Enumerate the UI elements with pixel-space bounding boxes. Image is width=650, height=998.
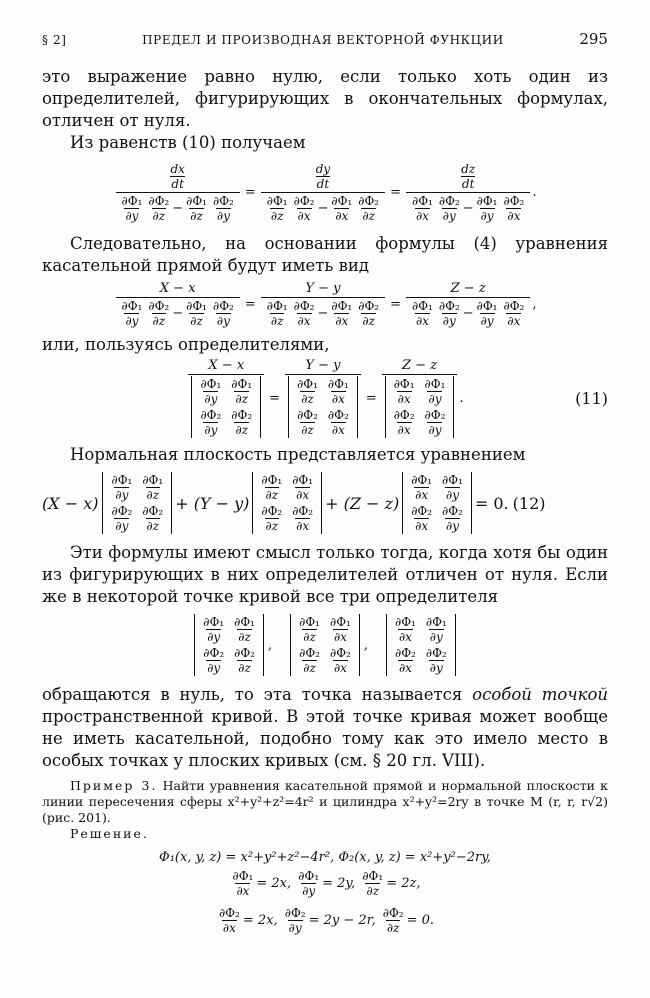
- equation-11: X − x $\frac{\text{∂Φ₁}}{\partial y}$ $\frac{\text{∂Φ₁}}{\partial z}$ $\frac{\text{∂Φ₂}}{\partial y}$ $\frac{\text{∂Φ₂}}{\partial z}$ = Y − y $\frac{\text{∂Φ₁}}{\partial z}$ $\frac{\text{∂Φ₁}}{\partial x}$ $\frac{\text{∂Φ₂}}{\partial z}$ $\frac{\text{∂Φ₂}}{\partial x}$ = Z − z $\frac{\text{∂Φ₁}}{\partial x}$ $\frac{\text{∂Φ₁}}{\partial y}$ $\frac{\text{∂Φ₂}}{\partial x}$ $\frac{\text{∂Φ₂}}{\partial y}$ . (11): [42, 358, 608, 438]
- header-title: ПРЕДЕЛ И ПРОИЗВОДНАЯ ВЕКТОРНОЙ ФУНКЦИИ: [142, 33, 504, 47]
- example-label: Пример 3.: [70, 778, 158, 793]
- paragraph-4: или, пользуясь определителями,: [42, 335, 330, 354]
- solution-label: Решение.: [70, 826, 149, 841]
- example-3: Пример 3. Найти уравнения касательной прямой и нормальной плоскости к линии пересечения сферы x²+y²+z²=4r² и цилиндра x²+y²=2ry в точке M (r, r, r√2) (рис. 201).: [42, 778, 608, 825]
- term-singular-point: особой точкой: [472, 685, 609, 704]
- equation-derivative-ratios: $\frac{dx}{dt}$ $\frac{\text{∂Φ₁}}{\partial y}$ $\frac{\text{∂Φ₂}}{\partial z}$ − $\frac{\text{∂Φ₁}}{\partial z}$ $\frac{\text{∂Φ₂}}{\partial y}$ = $\frac{dy}{dt}$ $\frac{\text{∂Φ₁}}{\partial z}$ $\frac{\text{∂Φ₂}}{\partial x}$ − $\frac{\text{∂Φ₁}}{\partial x}$ $\frac{\text{∂Φ₂}}{\partial z}$ = $\frac{dz}{dt}$ $\frac{\text{∂Φ₁}}{\partial x}$ $\frac{\text{∂Φ₂}}{\partial y}$ − $\frac{\text{∂Φ₁}}{\partial y}$ $\frac{\text{∂Φ₂}}{\partial x}$ .: [42, 162, 608, 223]
- paragraph-6: Эти формулы имеют смысл только тогда, когда хотя бы один из фигурирующих в них определителей отличен от нуля. Если же в некоторой точке кривой все три определителя: [42, 543, 608, 606]
- section-ref: § 2]: [42, 33, 67, 47]
- equation-12: (X − x) $\frac{\text{∂Φ₁}}{\partial y}$ $\frac{\text{∂Φ₁}}{\partial z}$ $\frac{\text{∂Φ₂}}{\partial y}$ $\frac{\text{∂Φ₂}}{\partial z}$ + (Y − y) $\frac{\text{∂Φ₁}}{\partial z}$ $\frac{\text{∂Φ₁}}{\partial x}$ $\frac{\text{∂Φ₂}}{\partial z}$ $\frac{\text{∂Φ₂}}{\partial x}$ + (Z − z) $\frac{\text{∂Φ₁}}{\partial x}$ $\frac{\text{∂Φ₁}}{\partial y}$ $\frac{\text{∂Φ₂}}{\partial x}$ $\frac{\text{∂Φ₂}}{\partial y}$ = 0. (12): [42, 473, 546, 533]
- paragraph-1: это выражение равно нулю, если только хоть один из определителей, фигурирующих в окончательных формулах, отличен от нуля.: [42, 67, 608, 130]
- equation-tangent-line: X − x $\frac{\text{∂Φ₁}}{\partial y}$ $\frac{\text{∂Φ₂}}{\partial z}$ − $\frac{\text{∂Φ₁}}{\partial z}$ $\frac{\text{∂Φ₂}}{\partial y}$ = Y − y $\frac{\text{∂Φ₁}}{\partial z}$ $\frac{\text{∂Φ₂}}{\partial x}$ − $\frac{\text{∂Φ₁}}{\partial x}$ $\frac{\text{∂Φ₂}}{\partial z}$ = Z − z $\frac{\text{∂Φ₁}}{\partial x}$ $\frac{\text{∂Φ₂}}{\partial y}$ − $\frac{\text{∂Φ₁}}{\partial y}$ $\frac{\text{∂Φ₂}}{\partial x}$ ,: [42, 281, 608, 328]
- solution-phi2-partials: $\frac{\text{∂Φ₂}}{\partial x}$ = 2x, $\frac{\text{∂Φ₂}}{\partial y}$ = 2y − 2r, $\frac{\text{∂Φ₂}}{\partial z}$ = 0.: [218, 906, 435, 935]
- equation-number-12: (12): [512, 493, 546, 513]
- page: [42, 30, 608, 935]
- equation-three-determinants: $\frac{\text{∂Φ₁}}{\partial y}$ $\frac{\text{∂Φ₁}}{\partial z}$ $\frac{\text{∂Φ₂}}{\partial y}$ $\frac{\text{∂Φ₂}}{\partial z}$ , $\frac{\text{∂Φ₁}}{\partial z}$ $\frac{\text{∂Φ₁}}{\partial x}$ $\frac{\text{∂Φ₂}}{\partial z}$ $\frac{\text{∂Φ₂}}{\partial x}$ , $\frac{\text{∂Φ₁}}{\partial x}$ $\frac{\text{∂Φ₁}}{\partial y}$ $\frac{\text{∂Φ₂}}{\partial x}$ $\frac{\text{∂Φ₂}}{\partial y}$: [42, 614, 608, 676]
- paragraph-2: Из равенств (10) получаем: [70, 133, 306, 152]
- paragraph-7: обращаются в нуль, то эта точка называется особой точкой пространственной кривой. В этой точке кривая может вообще не иметь касательной, подобно тому как это имело место в особых точках у плоских кривых (см. § 20 гл. VIII).: [42, 685, 609, 770]
- paragraph-5: Нормальная плоскость представляется уравнением: [70, 445, 526, 464]
- equation-number-11: (11): [575, 388, 608, 408]
- solution-phi1-partials: $\frac{\text{∂Φ₁}}{\partial x}$ = 2x, $\frac{\text{∂Φ₁}}{\partial y}$ = 2y, $\frac{\text{∂Φ₁}}{\partial z}$ = 2z,: [232, 869, 421, 898]
- running-header: [42, 30, 608, 48]
- solution-functions: Φ₁(x, y, z) = x²+y²+z²−4r², Φ₂(x, y, z) = x²+y²−2ry,: [159, 850, 491, 865]
- paragraph-3: Следовательно, на основании формулы (4) уравнения касательной прямой будут иметь вид: [42, 234, 608, 275]
- page-number: 295: [579, 30, 608, 48]
